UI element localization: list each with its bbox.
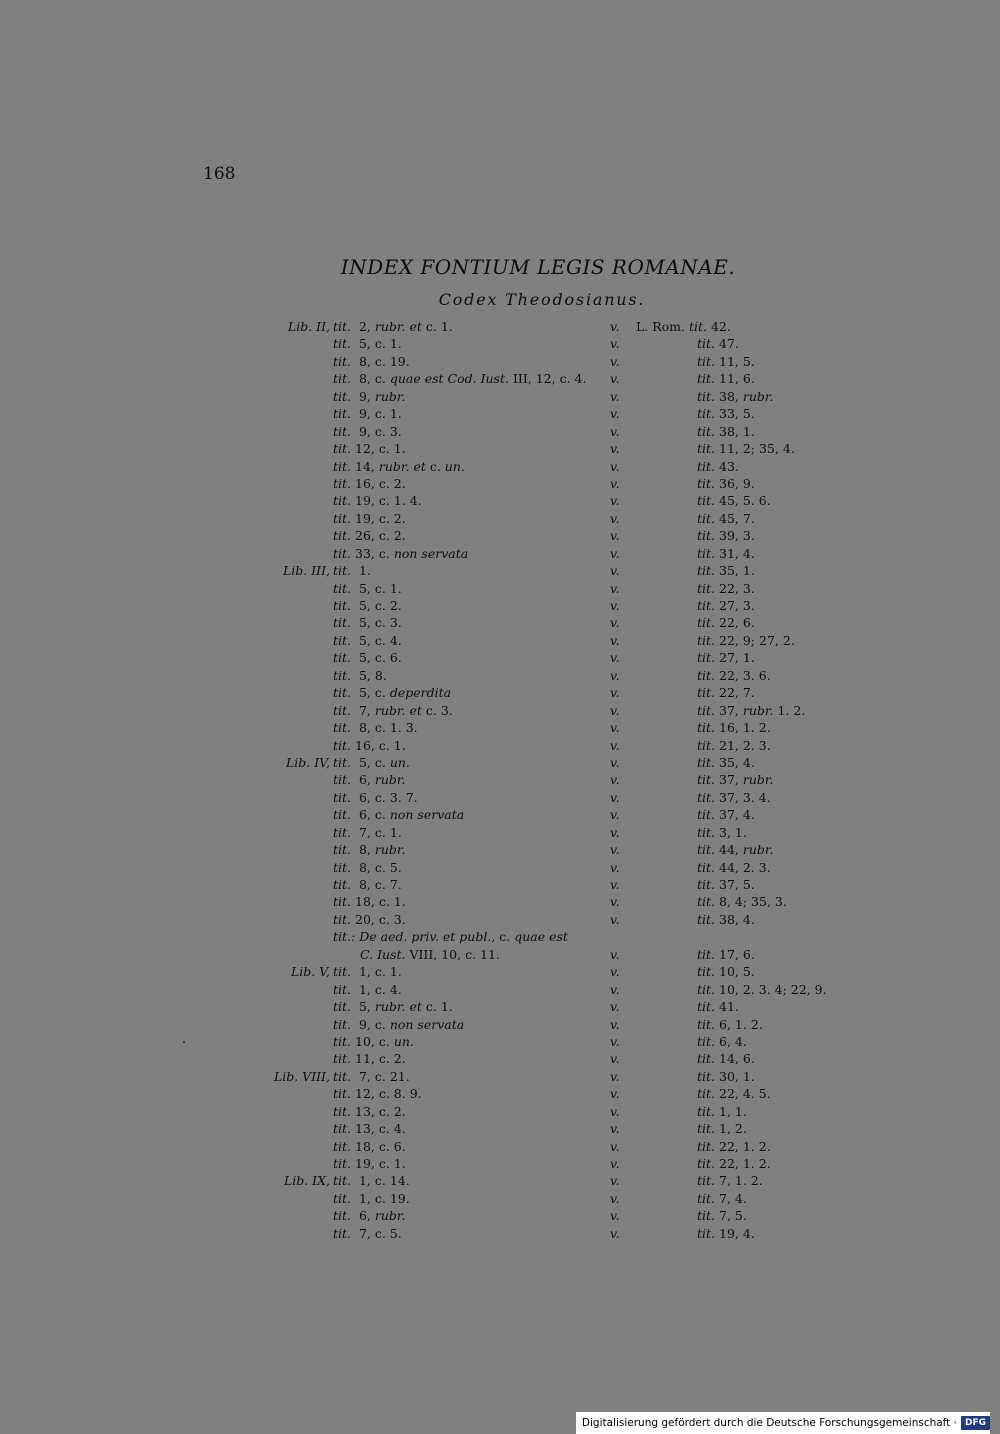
source-reference: tit. 5, c. 4.: [333, 632, 402, 648]
vide-marker: v.: [610, 1225, 620, 1241]
lex-romana-reference: tit. 7, 4.: [697, 1190, 747, 1206]
lex-romana-reference: tit. 44, rubr.: [697, 842, 774, 858]
index-row: [0, 1225, 1000, 1242]
book-label: Lib. IX,: [283, 1173, 330, 1189]
lex-romana-reference: tit. 21, 2. 3.: [697, 737, 771, 753]
lex-romana-reference: tit. 37, rubr. 1. 2.: [697, 702, 806, 718]
lex-romana-reference: tit. 10, 5.: [697, 964, 755, 980]
lex-romana-reference: tit. 22, 1. 2.: [697, 1138, 771, 1154]
vide-marker: v.: [610, 563, 620, 579]
source-reference: tit. 14, rubr. et c. un.: [333, 458, 465, 474]
vide-marker: v.: [610, 702, 620, 718]
index-row: [0, 510, 1000, 527]
lex-romana-reference: tit. 22, 3.: [697, 580, 755, 596]
lex-romana-reference: tit. 44, 2. 3.: [697, 859, 771, 875]
source-reference: tit. 19, c. 2.: [333, 510, 406, 526]
source-reference: tit. 5, c. 6.: [333, 650, 402, 666]
vide-marker: v.: [610, 545, 620, 561]
vide-marker: v.: [610, 685, 620, 701]
source-reference: tit. 7, c. 21.: [333, 1068, 410, 1084]
index-row: [0, 405, 1000, 422]
lex-romana-reference: tit. 37, 4.: [697, 807, 755, 823]
index-row: [0, 876, 1000, 893]
book-label: Lib. II,: [287, 319, 330, 334]
lex-romana-reference: tit. 47.: [697, 336, 739, 352]
footer-text: Digitalisierung gefördert durch die Deutsche Forschungsgemeinschaft ·: [581, 1417, 957, 1429]
lex-romana-reference: tit. 1, 1.: [697, 1103, 747, 1119]
vide-marker: v.: [610, 737, 620, 753]
lex-romana-reference: tit. 11, 2; 35, 4.: [697, 441, 795, 457]
source-reference: tit. 16, c. 2.: [333, 475, 406, 491]
lex-romana-reference: tit. 31, 4.: [697, 545, 755, 561]
index-row: [0, 1207, 1000, 1224]
lex-romana-reference: tit. 45, 7.: [697, 510, 755, 526]
vide-marker: v.: [610, 493, 620, 509]
source-reference: tit. 8, c. 5.: [333, 859, 402, 875]
source-reference: tit. 8, c. 1. 3.: [333, 720, 418, 736]
lex-romana-reference: tit. 22, 7.: [697, 685, 755, 701]
source-reference: tit. 7, rubr. et c. 3.: [333, 702, 453, 718]
vide-marker: v.: [610, 842, 620, 858]
vide-marker: v.: [610, 1138, 620, 1154]
source-reference: tit. 2, rubr. et c. 1.: [333, 319, 453, 334]
vide-marker: v.: [610, 807, 620, 823]
lex-romana-reference: tit. 16, 1. 2.: [697, 720, 771, 736]
index-row: [0, 1155, 1000, 1172]
index-row: [0, 1050, 1000, 1067]
lex-romana-reference: tit. 22, 4. 5.: [697, 1086, 771, 1102]
lex-romana-reference: tit. 43.: [697, 458, 739, 474]
source-reference: tit. 5, 8.: [333, 667, 387, 683]
lex-romana-reference: tit. 1, 2.: [697, 1121, 747, 1137]
index-row: [0, 632, 1000, 649]
source-reference: tit. 5, rubr. et c. 1.: [333, 999, 453, 1015]
lex-romana-reference: tit. 38, 1.: [697, 423, 755, 439]
source-reference: tit. 9, c. 1.: [333, 406, 402, 422]
index-row: [0, 806, 1000, 823]
index-row: [0, 545, 1000, 562]
index-row: [0, 1016, 1000, 1033]
index-row: [0, 789, 1000, 806]
book-label: Lib. IV,: [285, 754, 330, 770]
source-reference: tit. 16, c. 1.: [333, 737, 406, 753]
source-reference: tit. 6, rubr.: [333, 772, 406, 788]
index-row: [0, 998, 1000, 1015]
lex-romana-reference: tit. 27, 1.: [697, 650, 755, 666]
lex-romana-reference: tit. 14, 6.: [697, 1051, 755, 1067]
lex-romana-reference: tit. 38, rubr.: [697, 388, 774, 404]
index-row: [0, 946, 1000, 963]
lex-romana-reference: tit. 7, 1. 2.: [697, 1173, 763, 1189]
source-reference: tit. 6, rubr.: [333, 1208, 406, 1224]
index-row: [0, 318, 1000, 335]
index-row: [0, 562, 1000, 579]
lex-romana-reference: tit. 7, 5.: [697, 1208, 747, 1224]
vide-marker: v.: [610, 946, 620, 962]
vide-marker: v.: [610, 1156, 620, 1171]
index-row: [0, 1172, 1000, 1189]
lex-romana-reference: tit. 10, 2. 3. 4; 22, 9.: [697, 981, 827, 997]
page-title: INDEX FONTIUM LEGIS ROMANAE.: [340, 255, 736, 279]
index-row: [0, 388, 1000, 405]
vide-marker: v.: [610, 859, 620, 875]
index-row: [0, 824, 1000, 841]
vide-marker: v.: [610, 1033, 620, 1049]
vide-marker: v.: [610, 1121, 620, 1137]
lex-romana-reference: tit. 17, 6.: [697, 946, 755, 962]
source-reference: tit. 5, c. 1.: [333, 336, 402, 352]
vide-marker: v.: [610, 388, 620, 404]
page-subtitle: Codex Theodosianus.: [438, 290, 646, 309]
source-reference: tit. 7, c. 1.: [333, 824, 402, 840]
index-row: [0, 614, 1000, 631]
index-row: [0, 527, 1000, 544]
source-reference: tit. 13, c. 4.: [333, 1121, 406, 1137]
vide-marker: v.: [610, 1103, 620, 1119]
lex-romana-reference: tit. 37, 3. 4.: [697, 789, 771, 805]
index-row: [0, 475, 1000, 492]
source-reference: tit. 5, c. 3.: [333, 615, 402, 631]
vide-marker: v.: [610, 824, 620, 840]
lex-romana-reference: tit. 41.: [697, 999, 739, 1015]
lex-romana-reference: tit. 27, 3.: [697, 598, 755, 613]
vide-marker: v.: [610, 1190, 620, 1206]
lex-romana-reference: L. Rom. tit. 42.: [636, 319, 731, 334]
index-row: [0, 1138, 1000, 1155]
lex-romana-reference: tit. 6, 1. 2.: [697, 1016, 763, 1032]
source-reference: tit. 8, c. quae est Cod. Iust. III, 12, c. 4.: [333, 371, 587, 387]
margin-speck: [183, 1041, 185, 1043]
index-row: [0, 1085, 1000, 1102]
source-reference: tit. 9, c. 3.: [333, 423, 402, 439]
vide-marker: v.: [610, 423, 620, 439]
index-table: [0, 318, 1000, 1242]
source-reference: tit. 8, rubr.: [333, 842, 406, 858]
index-row: [0, 841, 1000, 858]
vide-marker: v.: [610, 319, 620, 334]
source-reference: tit. 11, c. 2.: [333, 1051, 406, 1067]
source-reference: tit. 19, c. 1. 4.: [333, 493, 422, 509]
source-reference: tit. 20, c. 3.: [333, 911, 406, 927]
vide-marker: v.: [610, 999, 620, 1015]
lex-romana-reference: tit. 30, 1.: [697, 1068, 755, 1084]
source-reference: tit. 26, c. 2.: [333, 528, 406, 544]
book-label: Lib. III,: [282, 563, 330, 579]
vide-marker: v.: [610, 371, 620, 387]
vide-marker: v.: [610, 1051, 620, 1067]
lex-romana-reference: tit. 11, 6.: [697, 371, 755, 387]
index-row: [0, 737, 1000, 754]
source-reference: tit. 18, c. 6.: [333, 1138, 406, 1154]
vide-marker: v.: [610, 475, 620, 491]
lex-romana-reference: tit. 37, rubr.: [697, 772, 774, 788]
source-reference: tit. 8, c. 7.: [333, 877, 402, 892]
source-reference: tit.: De aed. priv. et publ., c. quae est: [333, 929, 568, 945]
index-row: [0, 928, 1000, 945]
index-row: [0, 702, 1000, 719]
source-reference: tit. 6, c. non servata: [333, 807, 465, 823]
vide-marker: v.: [610, 981, 620, 997]
index-row: [0, 335, 1000, 352]
vide-marker: v.: [610, 772, 620, 788]
source-reference: tit. 33, c. non servata: [333, 545, 469, 561]
index-row: [0, 1068, 1000, 1085]
index-row: [0, 981, 1000, 998]
vide-marker: v.: [610, 632, 620, 648]
vide-marker: v.: [610, 720, 620, 736]
vide-marker: v.: [610, 598, 620, 613]
index-row: [0, 597, 1000, 614]
lex-romana-reference: tit. 8, 4; 35, 3.: [697, 894, 787, 910]
vide-marker: v.: [610, 528, 620, 544]
index-row: [0, 1103, 1000, 1120]
dfg-logo-icon: DFG: [961, 1416, 990, 1430]
index-row: [0, 458, 1000, 475]
vide-marker: v.: [610, 964, 620, 980]
index-row: [0, 667, 1000, 684]
index-row: [0, 440, 1000, 457]
vide-marker: v.: [610, 1086, 620, 1102]
source-reference: tit. 5, c. un.: [333, 754, 410, 770]
vide-marker: v.: [610, 650, 620, 666]
vide-marker: v.: [610, 877, 620, 892]
vide-marker: v.: [610, 894, 620, 910]
vide-marker: v.: [610, 406, 620, 422]
vide-marker: v.: [610, 667, 620, 683]
vide-marker: v.: [610, 1068, 620, 1084]
lex-romana-reference: tit. 19, 4.: [697, 1225, 755, 1241]
vide-marker: v.: [610, 789, 620, 805]
index-row: [0, 1033, 1000, 1050]
source-reference: tit. 7, c. 5.: [333, 1225, 402, 1241]
lex-romana-reference: tit. 22, 3. 6.: [697, 667, 771, 683]
index-row: [0, 911, 1000, 928]
index-row: [0, 963, 1000, 980]
vide-marker: v.: [610, 336, 620, 352]
lex-romana-reference: tit. 38, 4.: [697, 911, 755, 927]
source-reference: tit. 18, c. 1.: [333, 894, 406, 910]
index-row: [0, 1190, 1000, 1207]
source-reference: C. Iust. VIII, 10, c. 11.: [360, 946, 500, 962]
source-reference: tit. 9, c. non servata: [333, 1016, 465, 1032]
index-row: [0, 1120, 1000, 1137]
vide-marker: v.: [610, 1208, 620, 1224]
source-reference: tit. 12, c. 1.: [333, 441, 406, 457]
book-label: Lib. V,: [290, 964, 330, 980]
source-reference: tit. 5, c. 2.: [333, 598, 402, 613]
page-number: 168: [203, 164, 236, 184]
source-reference: tit. 1.: [333, 563, 371, 579]
source-reference: tit. 1, c. 4.: [333, 981, 402, 997]
source-reference: tit. 5, c. deperdita: [333, 685, 452, 701]
index-row: [0, 771, 1000, 788]
index-row: [0, 893, 1000, 910]
vide-marker: v.: [610, 580, 620, 596]
lex-romana-reference: tit. 45, 5. 6.: [697, 493, 771, 509]
vide-marker: v.: [610, 911, 620, 927]
lex-romana-reference: tit. 3, 1.: [697, 824, 747, 840]
index-row: [0, 580, 1000, 597]
vide-marker: v.: [610, 754, 620, 770]
lex-romana-reference: tit. 35, 4.: [697, 754, 755, 770]
source-reference: tit. 10, c. un.: [333, 1033, 414, 1049]
lex-romana-reference: tit. 39, 3.: [697, 528, 755, 544]
vide-marker: v.: [610, 458, 620, 474]
lex-romana-reference: tit. 22, 6.: [697, 615, 755, 631]
source-reference: tit. 9, rubr.: [333, 388, 406, 404]
vide-marker: v.: [610, 1173, 620, 1189]
index-row: [0, 492, 1000, 509]
source-reference: tit. 19, c. 1.: [333, 1156, 406, 1171]
index-row: [0, 684, 1000, 701]
book-label: Lib. VIII,: [273, 1068, 330, 1084]
source-reference: tit. 1, c. 14.: [333, 1173, 410, 1189]
source-reference: tit. 1, c. 1.: [333, 964, 402, 980]
lex-romana-reference: tit. 6, 4.: [697, 1033, 747, 1049]
vide-marker: v.: [610, 353, 620, 369]
lex-romana-reference: tit. 11, 5.: [697, 353, 755, 369]
source-reference: tit. 8, c. 19.: [333, 353, 410, 369]
lex-romana-reference: tit. 22, 9; 27, 2.: [697, 632, 795, 648]
lex-romana-reference: tit. 35, 1.: [697, 563, 755, 579]
digitization-footer: [576, 1412, 990, 1434]
index-row: [0, 719, 1000, 736]
vide-marker: v.: [610, 441, 620, 457]
vide-marker: v.: [610, 510, 620, 526]
index-row: [0, 859, 1000, 876]
lex-romana-reference: tit. 37, 5.: [697, 877, 755, 892]
lex-romana-reference: tit. 33, 5.: [697, 406, 755, 422]
lex-romana-reference: tit. 22, 1. 2.: [697, 1156, 771, 1171]
source-reference: tit. 5, c. 1.: [333, 580, 402, 596]
vide-marker: v.: [610, 1016, 620, 1032]
source-reference: tit. 12, c. 8. 9.: [333, 1086, 422, 1102]
index-row: [0, 370, 1000, 387]
index-row: [0, 754, 1000, 771]
vide-marker: v.: [610, 615, 620, 631]
index-row: [0, 353, 1000, 370]
index-row: [0, 423, 1000, 440]
lex-romana-reference: tit. 36, 9.: [697, 475, 755, 491]
source-reference: tit. 13, c. 2.: [333, 1103, 406, 1119]
index-row: [0, 649, 1000, 666]
source-reference: tit. 1, c. 19.: [333, 1190, 410, 1206]
source-reference: tit. 6, c. 3. 7.: [333, 789, 418, 805]
